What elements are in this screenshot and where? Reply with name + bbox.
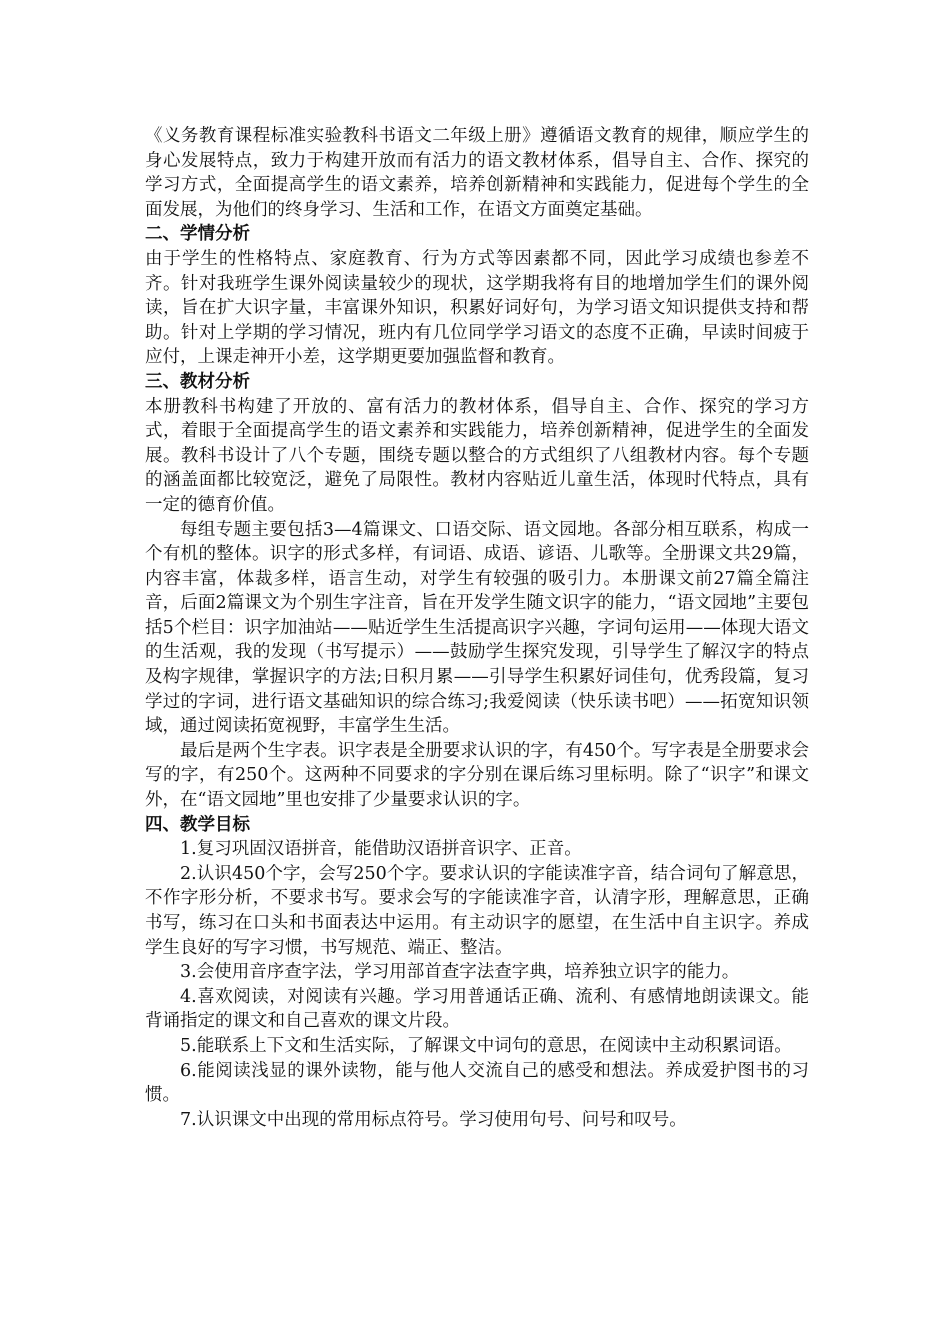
textbook-analysis-paragraph: 本册教科书构建了开放的、富有活力的教材体系，倡导自主、合作、探究的学习方式，着眼于全面提高学生的语文素养和实践能力，培养创新精神，促进学生的全面发展。教科书设计了八个专题，围绕专题以整合的方式组织了八组教材内容。每个专题的涵盖面都比较宽泛，避免了局限性。教材内容贴近儿童生活，体现时代特点，具有一定的德育价值。 xyxy=(145,396,809,515)
teaching-goal-item: 2.认识450个字，会写250个字。要求认识的字能读准字音，结合词句了解意思，不作字形分析，不要求书写。要求会写的字能读准字音，认清字形，理解意思，正确书写，练习在口头和书面表达中运用。有主动识字的愿望，在生活中自主识字。养成学生良好的写字习惯，书写规范、端正、整洁。 xyxy=(145,863,809,958)
teaching-goal-item: 3.会使用音序查字法，学习用部首查字法查字典，培养独立识字的能力。 xyxy=(180,962,740,983)
section-heading-textbook-analysis: 三、教材分析 xyxy=(145,371,250,392)
intro-paragraph: 《义务教育课程标准实验教科书语文二年级上册》遵循语文教育的规律，顺应学生的身心发展特点，致力于构建开放而有活力的语文教材体系，倡导自主、合作、探究的学习方式，全面提高学生的语文素养，培养创新精神和实践能力，促进每个学生的全面发展，为他们的终身学习、生活和工作，在语文方面奠定基础。 xyxy=(145,126,809,220)
student-analysis-paragraph: 由于学生的性格特点、家庭教育、行为方式等因素都不同，因此学习成绩也参差不齐。针对我班学生课外阅读量较少的现状，这学期我将有目的地增加学生们的课外阅读，旨在扩大识字量，丰富课外知识，积累好词好句，为学习语文知识提供支持和帮助。针对上学期的学习情况，班内有几位同学学习语文的态度不正确，早读时间疲于应付，上课走神开小差，这学期更要加强监督和教育。 xyxy=(145,248,809,368)
section-heading-student-analysis: 二、学情分析 xyxy=(145,224,250,245)
teaching-goal-item: 4.喜欢阅读，对阅读有兴趣。学习用普通话正确、流利、有感情地朗读课文。能背诵指定的课文和自己喜欢的课文片段。 xyxy=(145,986,809,1032)
teaching-goal-item: 1.复习巩固汉语拼音，能借助汉语拼音识字、正音。 xyxy=(180,839,582,860)
teaching-goal-item: 6.能阅读浅显的课外读物，能与他人交流自己的感受和想法。养成爱护图书的习惯。 xyxy=(145,1060,809,1106)
textbook-analysis-paragraph: 每组专题主要包括3—4篇课文、口语交际、语文园地。各部分相互联系，构成一个有机的整体。识字的形式多样，有词语、成语、谚语、儿歌等。全册课文共29篇，内容丰富，体裁多样，语言生动，对学生有较强的吸引力。本册课文前27篇全篇注音，后面2篇课文为个别生字注音，旨在开发学生随文识字的能力，“语文园地”主要包括5个栏目：识字加油站——贴近学生生活提高识字兴趣，字词句运用——体现大语文的生活观，我的发现（书写提示）——鼓励学生探究发现，引导学生了解汉字的特点及构字规律，掌握识字的方法;日积月累——引导学生积累好词佳句，优秀段篇，复习学过的字词，进行语文基础知识的综合练习;我爱阅读（快乐读书吧）——拓宽知识领域，通过阅读拓宽视野，丰富学生生活。 xyxy=(145,519,809,737)
section-heading-teaching-goals: 四、教学目标 xyxy=(145,814,250,835)
document-page xyxy=(145,124,809,1132)
textbook-analysis-paragraph: 最后是两个生字表。识字表是全册要求认识的字，有450个。写字表是全册要求会写的字，有250个。这两种不同要求的字分别在课后练习里标明。除了“识字”和课文外，在“语文园地”里也安排了少量要求认识的字。 xyxy=(145,740,809,811)
teaching-goal-item: 7.认识课文中出现的常用标点符号。学习使用句号、问号和叹号。 xyxy=(180,1109,687,1130)
teaching-goal-item: 5.能联系上下文和生活实际，了解课文中词句的意思，在阅读中主动积累词语。 xyxy=(180,1035,792,1056)
